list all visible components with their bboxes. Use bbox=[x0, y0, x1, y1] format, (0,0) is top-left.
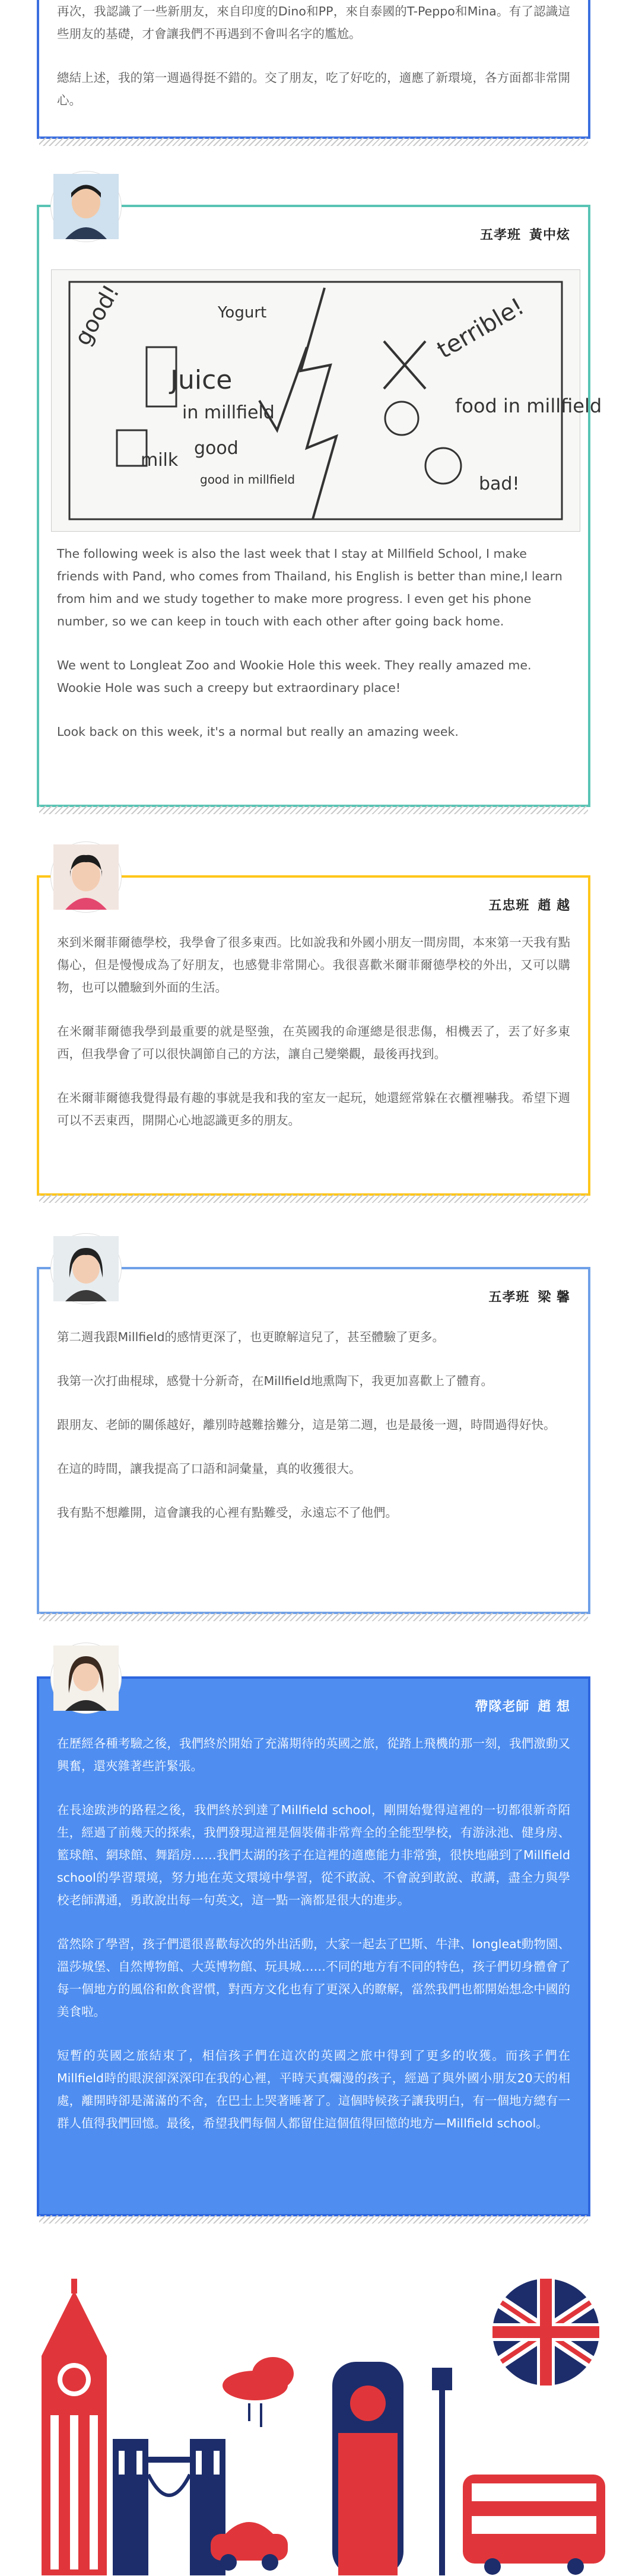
drawing-word: good in millfield bbox=[200, 472, 295, 487]
paragraph: 跟朋友、老師的關係越好，離別時越難捨難分，這是第二週，也是最後一週，時間過得好快。 bbox=[57, 1418, 556, 1432]
lamp-post-icon bbox=[432, 2368, 452, 2575]
student-name bbox=[480, 895, 570, 914]
student-label: 黃中炫 bbox=[529, 228, 570, 243]
paragraph: 在歷經各種考驗之後，我們終於開始了充滿期待的英國之旅，從踏上飛機的那一刻，我們激動又興奮，還夾雜著些許緊張。 bbox=[57, 1736, 570, 1773]
student-name bbox=[466, 1697, 570, 1715]
drawing-word: Juice bbox=[170, 365, 233, 395]
story-text bbox=[57, 1732, 570, 2156]
story-card-1 bbox=[37, 0, 590, 139]
story-card-4 bbox=[37, 1267, 590, 1614]
paragraph: 在長途跋涉的路程之後，我們終於到達了Millfield school，剛開始覺得這裡的一切都很新奇陌生，經過了前幾天的探索，我們發現這裡是個裝備非常齊全的全能型學校，有游泳池、健身房、籃球館、網球館、舞蹈房……我們太湖的孩子在這裡的適應能力非常強，很快地融到了Millfield school的學習環境，努力地在英文環境中學習，從不敢說、不會說到敢說、敢講，盡全力與學校老師溝通，勇敢說出每一句英文，這一點一滴都是很大的進步。 bbox=[57, 1803, 570, 1907]
shadow-stripe bbox=[39, 1613, 588, 1621]
story-text bbox=[57, 1326, 570, 1545]
drawing-word: good! bbox=[69, 280, 125, 350]
story-text bbox=[57, 0, 570, 133]
cloud-icon bbox=[223, 2357, 294, 2427]
drawing-word: in millfield bbox=[182, 402, 275, 423]
shadow-stripe bbox=[39, 1195, 588, 1203]
big-ben-icon bbox=[42, 2279, 107, 2575]
avatar bbox=[51, 1234, 121, 1304]
paragraph: 總結上述，我的第一週過得挺不錯的。交了朋友，吃了好吃的，適應了新環境，各方面都非常開心。 bbox=[57, 71, 570, 107]
class-label: 五孝班 bbox=[479, 228, 521, 243]
avatar bbox=[51, 1643, 121, 1713]
double-decker-bus-icon bbox=[463, 2475, 605, 2575]
paragraph: 我第一次打曲棍球，感覺十分新奇，在Millfield地熏陶下，我更加喜歡上了體育。 bbox=[57, 1374, 494, 1388]
paragraph: 在這的時間，讓我提高了口語和詞彙量，真的收獲很大。 bbox=[57, 1462, 361, 1476]
shadow-stripe bbox=[39, 806, 588, 814]
tower-bridge-icon bbox=[113, 2439, 225, 2575]
paragraph: The following week is also the last week that I stay at Millfield School, I make friends with Pand, who comes from Thailand, his English is better than mine,I learn from him and we study together to make more progress. I even get his phone number, so we can keep in touch with each other after going back home. bbox=[57, 547, 563, 628]
child-drawing bbox=[51, 269, 602, 532]
royal-guard-icon bbox=[332, 2362, 403, 2575]
drawing-word: Yogurt bbox=[218, 304, 267, 322]
student-label: 趙 想 bbox=[538, 1700, 570, 1714]
teacher-card bbox=[37, 1676, 590, 2216]
class-label: 五忠班 bbox=[488, 898, 530, 913]
drawing-word: food in millfield bbox=[455, 395, 602, 417]
student-label: 梁 馨 bbox=[538, 1290, 570, 1305]
paragraph: 來到米爾菲爾德學校，我學會了很多東西。比如說我和外國小朋友一間房間，本來第一天我有點傷心，但是慢慢成為了好朋友，也感覺非常開心。我很喜歡米爾菲爾德學校的外出，又可以購物，也可以體驗到外面的生活。 bbox=[57, 935, 570, 995]
london-illustration bbox=[0, 2279, 626, 2574]
story-card-3 bbox=[37, 875, 590, 1196]
story-text bbox=[57, 931, 570, 1153]
drawing-word: milk bbox=[141, 450, 179, 471]
story-text bbox=[57, 542, 570, 764]
shadow-stripe bbox=[39, 138, 588, 146]
story-card-2 bbox=[37, 205, 602, 807]
drawing-word: good bbox=[194, 438, 239, 459]
drawing-word: terrible! bbox=[433, 293, 529, 364]
class-label: 帶隊老師 bbox=[475, 1700, 530, 1714]
avatar bbox=[51, 171, 121, 242]
drawing-word: bad! bbox=[479, 474, 520, 494]
student-label: 趙 越 bbox=[538, 898, 570, 913]
paragraph: 在米爾菲爾德我學到最重要的就是堅強，在英國我的命運總是很悲傷，相機丟了，丟了好多東西，但我學會了可以很快調節自己的方法，讓自己變樂觀，最後再找到。 bbox=[57, 1024, 570, 1061]
paragraph: 第二週我跟Millfield的感情更深了，也更瞭解這兒了，甚至體驗了更多。 bbox=[57, 1330, 445, 1344]
paragraph: 短暫的英國之旅結束了，相信孩子們在這次的英國之旅中得到了更多的收獲。而孩子們在Millfield時的眼淚卻深深印在我的心裡，平時天真爛漫的孩子，經過了與外國小朋友20天的相處，離開時卻是滿滿的不舍，在巴士上哭著睡著了。這個時候孩子讓我明白，有一個地方總有一群人值得我們回憶。最後，希望我們每個人都留住這個值得回憶的地方—Millfield school。 bbox=[57, 2048, 570, 2130]
student-name bbox=[480, 1287, 570, 1306]
paragraph: 再次，我認識了一些新朋友，來自印度的Dino和PP，來自泰國的T-Peppo和Mina。有了認識這些朋友的基礎，才會讓我們不再遇到不會叫名字的尷尬。 bbox=[57, 4, 570, 41]
student-name bbox=[472, 225, 570, 243]
paragraph: Look back on this week, it's a normal but really an amazing week. bbox=[57, 725, 459, 739]
shadow-stripe bbox=[39, 2215, 588, 2224]
uk-flag-icon bbox=[492, 2279, 599, 2386]
avatar bbox=[51, 842, 121, 912]
paragraph: 當然除了學習，孩子們還很喜歡每次的外出活動，大家一起去了巴斯、牛津、longleat動物園、溫莎城堡、自然博物館、大英博物館、玩具城……不同的地方有不同的特色，孩子們切身體會了每一個地方的風俗和飲食習慣，對西方文化也有了更深入的瞭解，當然我們也都開始想念中國的美食啦。 bbox=[57, 1937, 570, 2019]
paragraph: 在米爾菲爾德我覺得最有趣的事就是我和我的室友一起玩，她還經常躲在衣櫃裡嚇我。希望下週可以不丟東西，開開心心地認識更多的朋友。 bbox=[57, 1091, 570, 1127]
class-label: 五孝班 bbox=[488, 1290, 530, 1305]
paragraph: We went to Longleat Zoo and Wookie Hole this week. They really amazed me. Wookie Hole was such a creepy but extraordinary place! bbox=[57, 658, 532, 695]
paragraph: 我有點不想離開，這會讓我的心裡有點難受，永遠忘不了他們。 bbox=[57, 1505, 398, 1520]
